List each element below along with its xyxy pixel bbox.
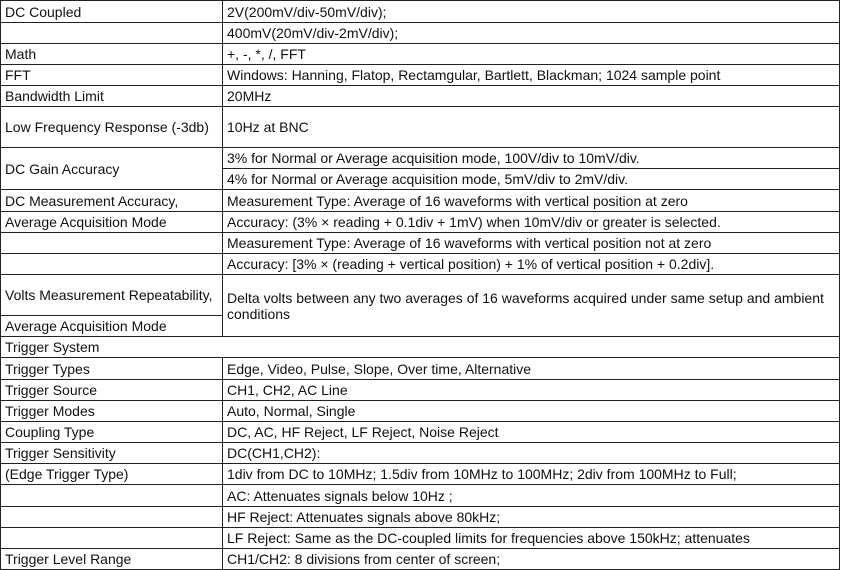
row-label: [1, 233, 223, 254]
table-row: [1, 148, 840, 169]
row-value: LF Reject: Same as the DC-coupled limits for frequencies above 150kHz; attenuates: [223, 528, 840, 549]
row-value: Delta volts between any two averages of 16 waveforms acquired under same setup and ambient conditions: [223, 275, 840, 337]
row-value: 400mV(20mV/div-2mV/div);: [223, 23, 840, 44]
row-value: Auto, Normal, Single: [223, 401, 840, 422]
table-row: [1, 1, 840, 23]
row-value: 20MHz: [223, 86, 840, 107]
table-row: [1, 507, 840, 528]
row-label: DC Gain Accuracy: [1, 148, 223, 190]
row-value: DC(CH1,CH2):: [223, 443, 840, 464]
table-row: [1, 65, 840, 86]
table-row: [1, 422, 840, 443]
row-value: 10Hz at BNC: [223, 107, 840, 148]
table-row: [1, 86, 840, 107]
table-row: [1, 212, 840, 233]
row-label: Trigger Modes: [1, 401, 223, 422]
row-label: DC Measurement Accuracy,: [1, 190, 223, 212]
row-label: Coupling Type: [1, 422, 223, 443]
row-label: Average Acquisition Mode: [1, 316, 223, 337]
table-row: [1, 380, 840, 401]
row-value: 1div from DC to 10MHz; 1.5div from 10MHz to 100MHz; 2div from 100MHz to Full;: [223, 464, 840, 485]
table-row: [1, 485, 840, 507]
table-row: [1, 443, 840, 464]
table-row: [1, 275, 840, 316]
row-label: Volts Measurement Repeatability,: [1, 275, 223, 316]
row-label: Math: [1, 44, 223, 65]
row-value: HF Reject: Attenuates signals above 80kHz;: [223, 507, 840, 528]
row-label: Trigger Types: [1, 358, 223, 380]
row-value: 2V(200mV/div-50mV/div);: [223, 1, 840, 23]
row-value: +, -, *, /, FFT: [223, 44, 840, 65]
row-label: Average Acquisition Mode: [1, 212, 223, 233]
row-label: DC Coupled: [1, 1, 223, 23]
table-row: [1, 528, 840, 549]
row-value: Windows: Hanning, Flatop, Rectamgular, Bartlett, Blackman; 1024 sample point: [223, 65, 840, 86]
row-label: Trigger Sensitivity: [1, 443, 223, 464]
row-label: [1, 528, 223, 549]
row-label: Trigger Level Range: [1, 549, 223, 570]
table-row: [1, 23, 840, 44]
row-value: CH1/CH2: 8 divisions from center of screen;: [223, 549, 840, 570]
row-label: Trigger Source: [1, 380, 223, 401]
table-row: [1, 190, 840, 212]
table-row: [1, 337, 840, 358]
row-value: DC, AC, HF Reject, LF Reject, Noise Reject: [223, 422, 840, 443]
row-value: Measurement Type: Average of 16 waveforms with vertical position at zero: [223, 190, 840, 212]
row-label: Low Frequency Response (-3db): [1, 107, 223, 148]
row-value: AC: Attenuates signals below 10Hz ;: [223, 485, 840, 507]
table-row: [1, 401, 840, 422]
row-value: 3% for Normal or Average acquisition mode, 100V/div to 10mV/div.: [223, 148, 840, 169]
row-value: Edge, Video, Pulse, Slope, Over time, Alternative: [223, 358, 840, 380]
table-row: [1, 254, 840, 275]
section-heading: Trigger System: [1, 337, 840, 358]
table-row: [1, 464, 840, 485]
row-label: [1, 23, 223, 44]
row-value: Measurement Type: Average of 16 waveforms with vertical position not at zero: [223, 233, 840, 254]
row-label: Bandwidth Limit: [1, 86, 223, 107]
row-label: FFT: [1, 65, 223, 86]
row-label: (Edge Trigger Type): [1, 464, 223, 485]
table-row: [1, 549, 840, 570]
table-row: [1, 233, 840, 254]
row-label: [1, 485, 223, 507]
row-value: CH1, CH2, AC Line: [223, 380, 840, 401]
table-row: [1, 107, 840, 148]
row-label: [1, 507, 223, 528]
row-value: 4% for Normal or Average acquisition mode, 5mV/div to 2mV/div.: [223, 169, 840, 190]
row-value: Accuracy: [3% × (reading + vertical position) + 1% of vertical position + 0.2div].: [223, 254, 840, 275]
row-label: [1, 254, 223, 275]
table-row: [1, 44, 840, 65]
row-value: Accuracy: (3% × reading + 0.1div + 1mV) when 10mV/div or greater is selected.: [223, 212, 840, 233]
table-row: [1, 358, 840, 380]
